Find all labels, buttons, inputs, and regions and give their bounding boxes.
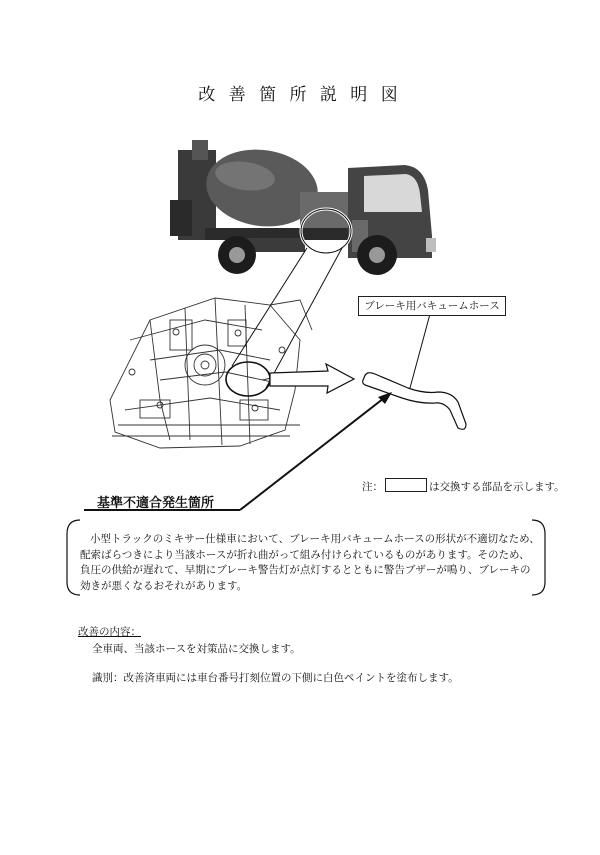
- identification-line: 識別：改善済車両には車台番号打刻位置の下側に白色ペイントを塗布します。: [92, 672, 459, 684]
- legend-note-prefix: 注：: [362, 481, 383, 493]
- nonconformity-location-label: 基準不適合発生箇所: [97, 496, 215, 511]
- page-title: 改 善 箇 所 説 明 図: [198, 85, 402, 105]
- improvement-heading: 改善の内容：: [78, 626, 141, 638]
- legend-box: [385, 478, 427, 492]
- description-bracket-left: [67, 520, 80, 595]
- part-label-leader: [410, 314, 430, 388]
- legend-note-text: は交換する部品を示します。: [429, 481, 565, 493]
- detail-arrow: [270, 364, 354, 393]
- vacuum-hose-label: ブレーキ用バキュームホース: [358, 296, 506, 316]
- vacuum-hose-shape: [363, 373, 466, 430]
- improvement-line-1: 全車両、当該ホースを対策品に交換します。: [92, 643, 301, 655]
- defect-description: 小型トラックのミキサー仕様車において、ブレーキ用バキュームホースの形状が不適切なため、配索ばらつきにより当該ホースが折れ曲がって組み付けられているものがあります。そのため、負圧の供給が遅れて、早期にブレーキ警告灯が点灯するとともに警告ブザーが鳴り、ブレーキの効きが悪くなるおそれがあります。: [80, 533, 540, 592]
- legend-note: [362, 478, 565, 494]
